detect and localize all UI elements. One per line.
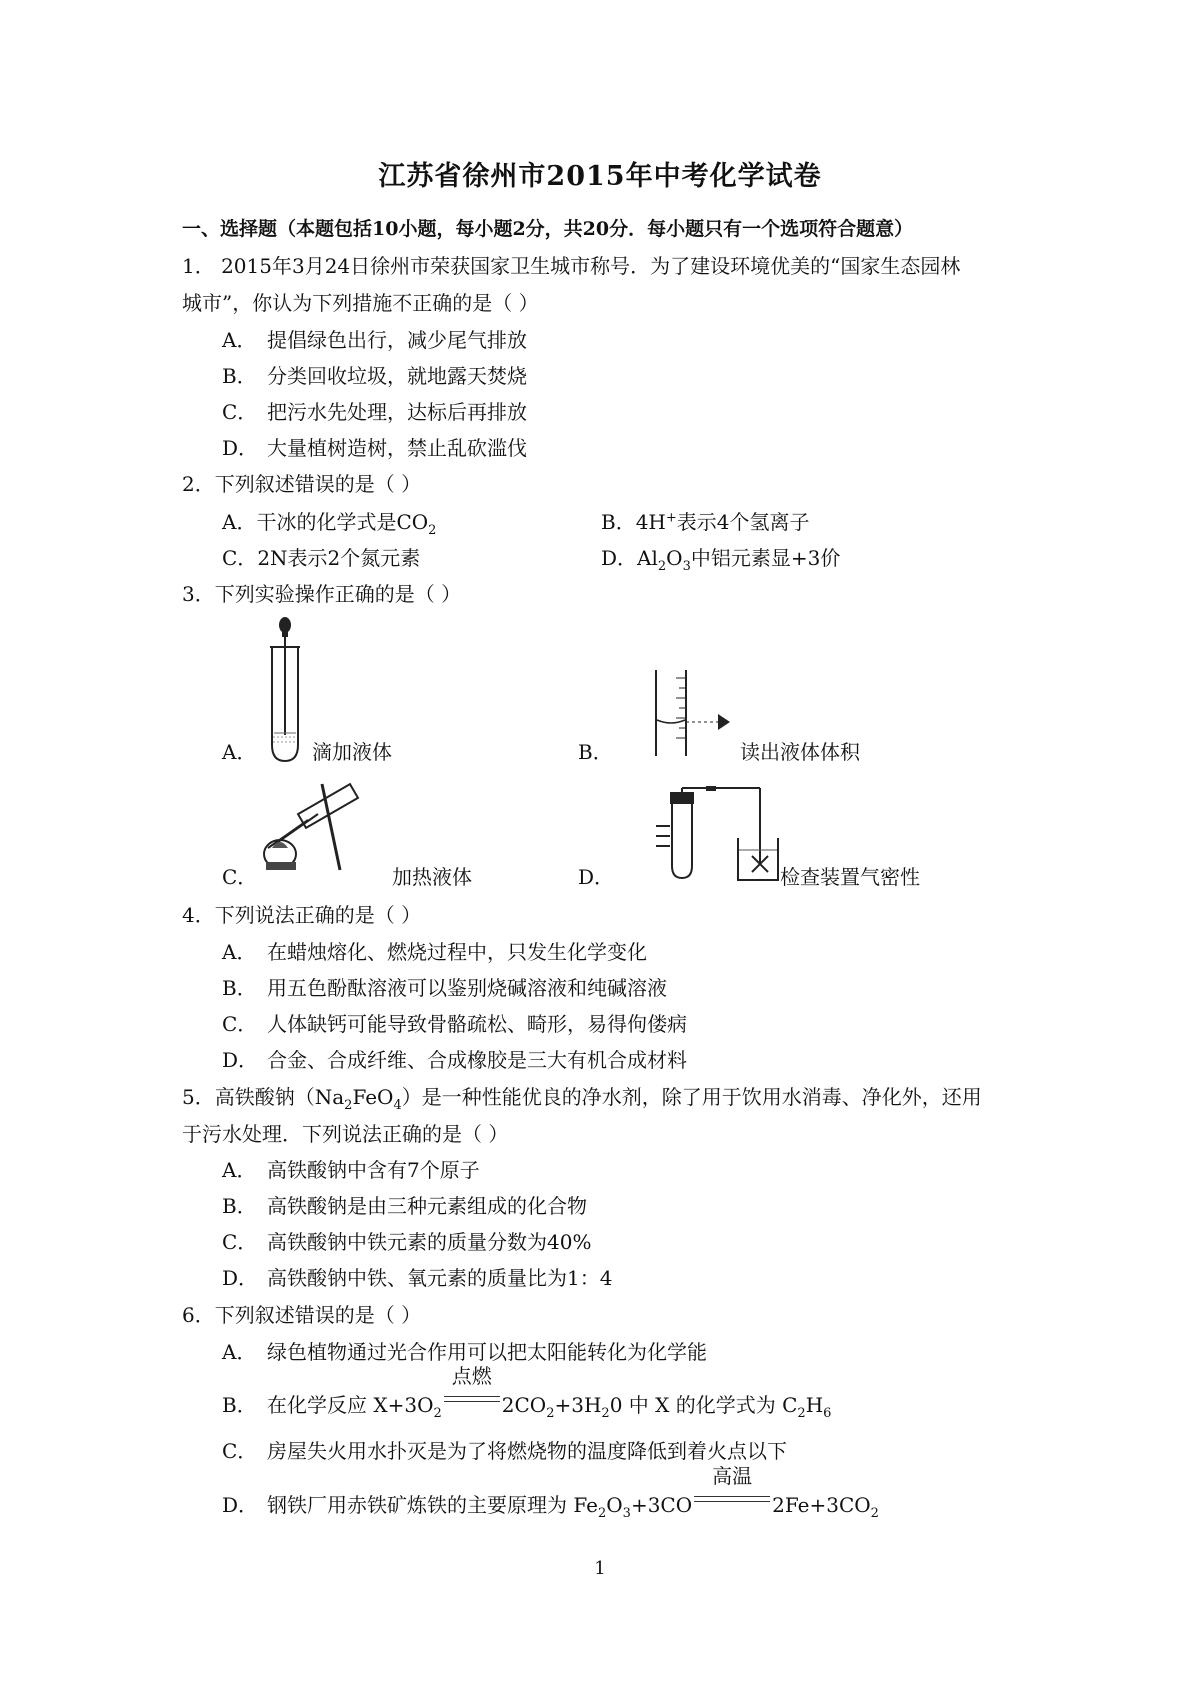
subscript: 2 (546, 1406, 555, 1421)
page-title: 江苏省徐州市2015年中考化学试卷 (378, 161, 822, 192)
subscript: 2 (797, 1406, 806, 1421)
q3-option-c-label: C． (222, 865, 258, 889)
formula: 在化学反应 X+3O (267, 1393, 434, 1417)
formula: 2Fe+3CO (772, 1493, 871, 1517)
subscript: 4 (393, 1098, 402, 1113)
option-label: C． (222, 1012, 258, 1036)
option-text: 高铁酸钠是由三种元素组成的化合物 (267, 1194, 587, 1218)
subscript: 2 (597, 1506, 607, 1521)
formula: 2CO (501, 1393, 547, 1417)
option-label: D． (222, 1048, 259, 1072)
option-text: 2N表示2个氮元素 (257, 546, 421, 570)
option-text: 合金、合成纤维、合成橡胶是三大有机合成材料 (267, 1048, 687, 1072)
superscript: + (665, 510, 677, 526)
q1-option-b (222, 366, 527, 386)
option-label: D． (222, 1493, 259, 1517)
option-label: C． (222, 400, 258, 424)
q6-stem: 6．下列叙述错误的是（ ） (182, 1303, 422, 1327)
q1-line1: 1． 2015年3月24日徐州市荣获国家卫生城市称号．为了建设环境优美的“国家生态园林 (182, 254, 961, 278)
q6-option-c (222, 1441, 787, 1461)
option-text: 在蜡烛熔化、燃烧过程中，只发生化学变化 (267, 940, 647, 964)
formula: H (805, 1393, 824, 1417)
option-text: 表示4个氢离子 (676, 510, 810, 534)
option-text: 高铁酸钠中含有7个原子 (267, 1158, 480, 1182)
subscript: 3 (682, 559, 691, 574)
subscript: 2 (601, 1406, 610, 1421)
equals-sign (694, 1496, 770, 1502)
option-text: 房屋失火用水扑灭是为了将燃烧物的温度降低到着火点以下 (267, 1439, 787, 1463)
q5-option-c (222, 1232, 591, 1252)
option-label: D． (222, 1266, 259, 1290)
equals-sign (444, 1396, 500, 1402)
q6-option-d (222, 1464, 879, 1521)
option-label: C． (222, 1439, 258, 1463)
q4-stem: 4．下列说法正确的是（ ） (182, 903, 422, 927)
subscript: 6 (823, 1406, 832, 1421)
section-heading: 一、选择题（本题包括10小题，每小题2分，共20分．每小题只有一个选项符合题意） (182, 218, 914, 240)
formula: 4H (635, 510, 666, 534)
page-number: 1 (594, 1558, 606, 1579)
option-label: D． (601, 546, 638, 570)
option-text: 高铁酸钠中铁、氧元素的质量比为1：4 (267, 1266, 613, 1290)
q5-line2: 于污水处理．下列说法正确的是（ ） (182, 1122, 509, 1146)
q1-option-a (222, 330, 527, 350)
formula: Al (637, 546, 658, 570)
subscript: 2 (433, 1406, 442, 1421)
option-text: 干冰的化学式是CO (256, 510, 429, 534)
option-label: B． (601, 510, 636, 534)
option-label: A． (222, 1340, 257, 1364)
airtightness-check-figure (656, 786, 780, 886)
q3-option-a-label: A． (222, 740, 257, 764)
reaction-arrow (442, 1364, 502, 1412)
q3-option-b-label: B． (578, 740, 613, 764)
option-label: D． (222, 436, 259, 460)
subscript: 3 (622, 1506, 631, 1521)
subscript: 2 (428, 523, 437, 538)
q5-option-b (222, 1196, 587, 1216)
q3-option-d-text: 检查装置气密性 (780, 865, 920, 889)
reaction-condition: 点燃 (451, 1364, 492, 1388)
formula: O (666, 546, 683, 570)
option-label: A． (222, 328, 257, 352)
q5-text: ）是一种性能优良的净水剂，除了用于饮用水消毒、净化外，还用 (401, 1085, 982, 1109)
dropper-testtube-figure (262, 615, 312, 763)
option-label: C． (222, 1230, 258, 1254)
q1-line2: 城市”，你认为下列措施不正确的是（ ） (182, 291, 539, 315)
formula: +3CO (630, 1493, 693, 1517)
option-text: 中铝元素显+3价 (690, 546, 841, 570)
q3-option-b-text: 读出液体体积 (740, 740, 860, 764)
q4-option-b (222, 978, 667, 998)
q2-stem: 2．下列叙述错误的是（ ） (182, 472, 422, 496)
q1-option-d (222, 438, 527, 458)
option-label: B． (222, 1194, 257, 1218)
reaction-arrow (692, 1464, 772, 1512)
q2-option-b (601, 512, 810, 532)
option-text: 提倡绿色出行，减少尾气排放 (267, 328, 527, 352)
formula: +3H (554, 1393, 602, 1417)
q3-option-c-text: 加热液体 (392, 865, 472, 889)
q2-option-d (601, 546, 841, 574)
formula: O (606, 1493, 623, 1517)
subscript: 2 (657, 559, 667, 574)
option-text: 绿色植物通过光合作用可以把太阳能转化为化学能 (267, 1340, 707, 1364)
option-label: A． (222, 510, 257, 534)
option-label: B． (222, 976, 257, 1000)
q6-option-b (222, 1364, 832, 1421)
formula: 钢铁厂用赤铁矿炼铁的主要原理为 Fe (267, 1493, 598, 1517)
option-text: 高铁酸钠中铁元素的质量分数为40% (267, 1230, 592, 1254)
q2-option-c (222, 548, 420, 568)
graduated-cylinder-figure (650, 668, 740, 760)
q4-option-c (222, 1014, 687, 1034)
q4-option-a (222, 942, 647, 962)
option-text: 大量植树造树，禁止乱砍滥伐 (267, 436, 527, 460)
q5-line1 (182, 1085, 982, 1113)
q5-option-d (222, 1268, 612, 1288)
q1-option-c (222, 402, 527, 422)
heating-liquid-figure (258, 778, 370, 874)
q3-option-a-text: 滴加液体 (312, 740, 392, 764)
option-text: 把污水先处理，达标后再排放 (267, 400, 527, 424)
option-label: A． (222, 1158, 257, 1182)
q3-stem: 3．下列实验操作正确的是（ ） (182, 582, 462, 606)
option-text: 分类回收垃圾，就地露天焚烧 (267, 364, 527, 388)
option-label: C． (222, 546, 258, 570)
formula: 0 中 X 的化学式为 C (609, 1393, 798, 1417)
q4-option-d (222, 1050, 687, 1070)
option-label: B． (222, 1393, 257, 1417)
q2-option-a (222, 510, 437, 538)
subscript: 2 (870, 1506, 879, 1521)
q3-option-d-label: D． (578, 865, 615, 889)
formula: FeO (352, 1085, 394, 1109)
q5-text: 5．高铁酸钠（Na (182, 1085, 345, 1109)
option-text: 人体缺钙可能导致骨骼疏松、畸形，易得佝偻病 (267, 1012, 687, 1036)
option-label: B． (222, 364, 257, 388)
option-label: A． (222, 940, 257, 964)
q6-option-a (222, 1342, 707, 1362)
q5-option-a (222, 1160, 480, 1180)
option-text: 用五色酚酞溶液可以鉴别烧碱溶液和纯碱溶液 (267, 976, 667, 1000)
subscript: 2 (344, 1098, 353, 1113)
reaction-condition: 高温 (712, 1464, 753, 1488)
